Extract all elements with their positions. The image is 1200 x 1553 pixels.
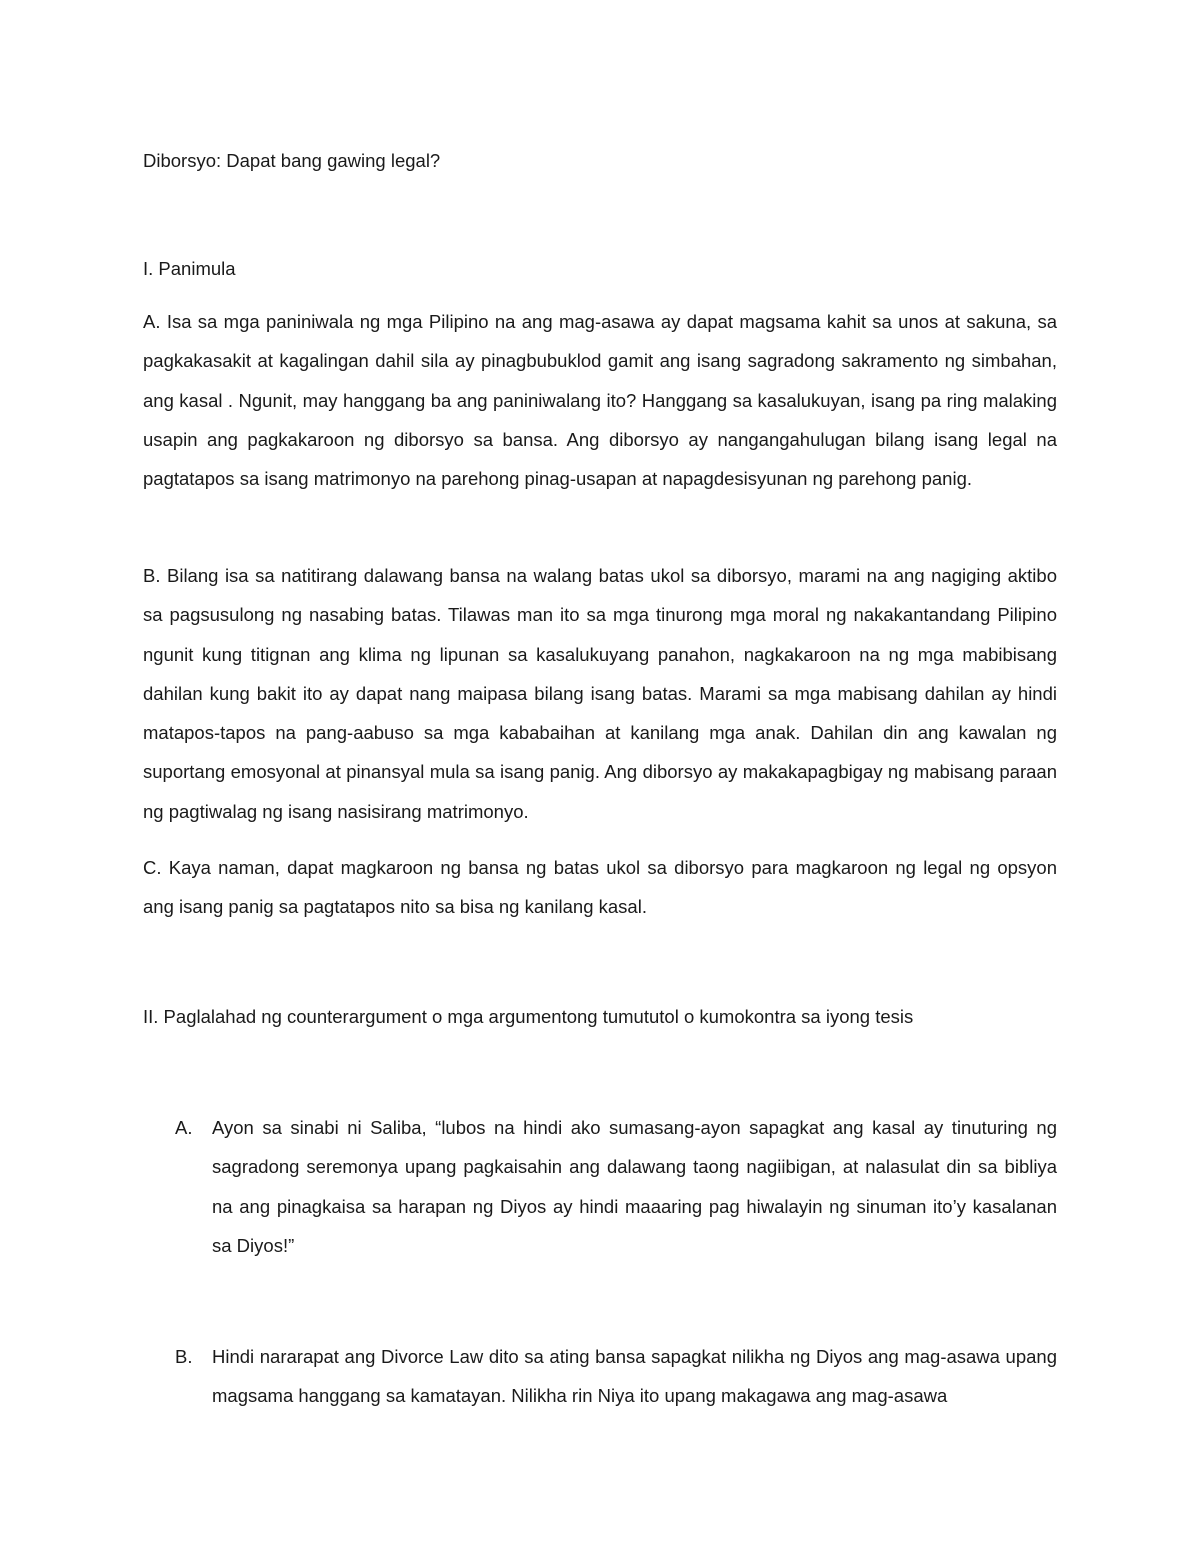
paragraph-label: B. (143, 565, 161, 586)
paragraph-c (143, 848, 1057, 927)
list-marker: A. (175, 1117, 193, 1138)
section-heading-panimula: I. Panimula (143, 258, 236, 279)
list-marker: B. (175, 1346, 193, 1367)
document-title: Diborsyo: Dapat bang gawing legal? (143, 150, 441, 171)
paragraph-b (143, 556, 1057, 831)
paragraph-text: Bilang isa sa natitirang dalawang bansa na walang batas ukol sa diborsyo, marami na ang nagiging aktibo sa pagsusulong ng nasabing batas. Tilawas man ito sa mga tinurong mga moral ng nakakantandang Pilipino ngunit kung titignan ang klima ng lipunan sa kasalukuyang panahon, nagkakaroon na ng mga mabibisang dahilan kung bakit ito ay dapat nang maipasa bilang isang batas. Marami sa mga mabisang dahilan ay hindi matapos-tapos na pang-aabuso sa mga kababaihan at kanilang mga anak. Dahilan din ang kawalan ng suportang emosyonal at pinansyal mula sa isang panig. Ang diborsyo ay makakapagbigay ng mabisang paraan ng pagtiwalag ng isang nasisirang matrimonyo. (143, 565, 1057, 822)
paragraph-text: Kaya naman, dapat magkaroon ng bansa ng batas ukol sa diborsyo para magkaroon ng legal ng opsyon ang isang panig sa pagtatapos nito sa bisa ng kanilang kasal. (143, 857, 1057, 918)
paragraph-label: A. (143, 311, 161, 332)
paragraph-text: Isa sa mga paniniwala ng mga Pilipino na ang mag-asawa ay dapat magsama kahit sa unos at sakuna, sa pagkakasakit at kagalingan dahil sila ay pinagbubuklod gamit ang isang sagradong sakramento ng simbahan, ang kasal . Ngunit, may hanggang ba ang paniniwalang ito? Hanggang sa kasalukuyan, isang pa ring malaking usapin ang pagkakaroon ng diborsyo sa bansa. Ang diborsyo ay nangangahulugan bilang isang legal na pagtatapos sa isang matrimonyo na parehong pinag-usapan at napagdesisyunan ng parehong panig. (143, 311, 1057, 490)
paragraph-label: C. (143, 857, 162, 878)
paragraph-a (143, 302, 1057, 498)
list-item-a (175, 1108, 1057, 1265)
section-heading-counterargument: II. Paglalahad ng counterargument o mga argumentong tumututol o kumokontra sa iyong tesis (143, 1006, 914, 1027)
list-item-text: Ayon sa sinabi ni Saliba, “lubos na hindi ako sumasang-ayon sapagkat ang kasal ay tinuturing ng sagradong seremonya upang pagkaisahin ang dalawang taong nagiibigan, at nalasulat din sa bibliya na ang pinagkaisa sa harapan ng Diyos ay hindi maaaring pag hiwalayin ng sinuman ito’y kasalanan sa Diyos!” (212, 1117, 1057, 1256)
list-item-b (175, 1337, 1057, 1416)
list-item-text: Hindi nararapat ang Divorce Law dito sa ating bansa sapagkat nilikha ng Diyos ang mag-asawa upang magsama hanggang sa kamatayan. Nilikha rin Niya ito upang makagawa ang mag-asawa (212, 1346, 1057, 1407)
